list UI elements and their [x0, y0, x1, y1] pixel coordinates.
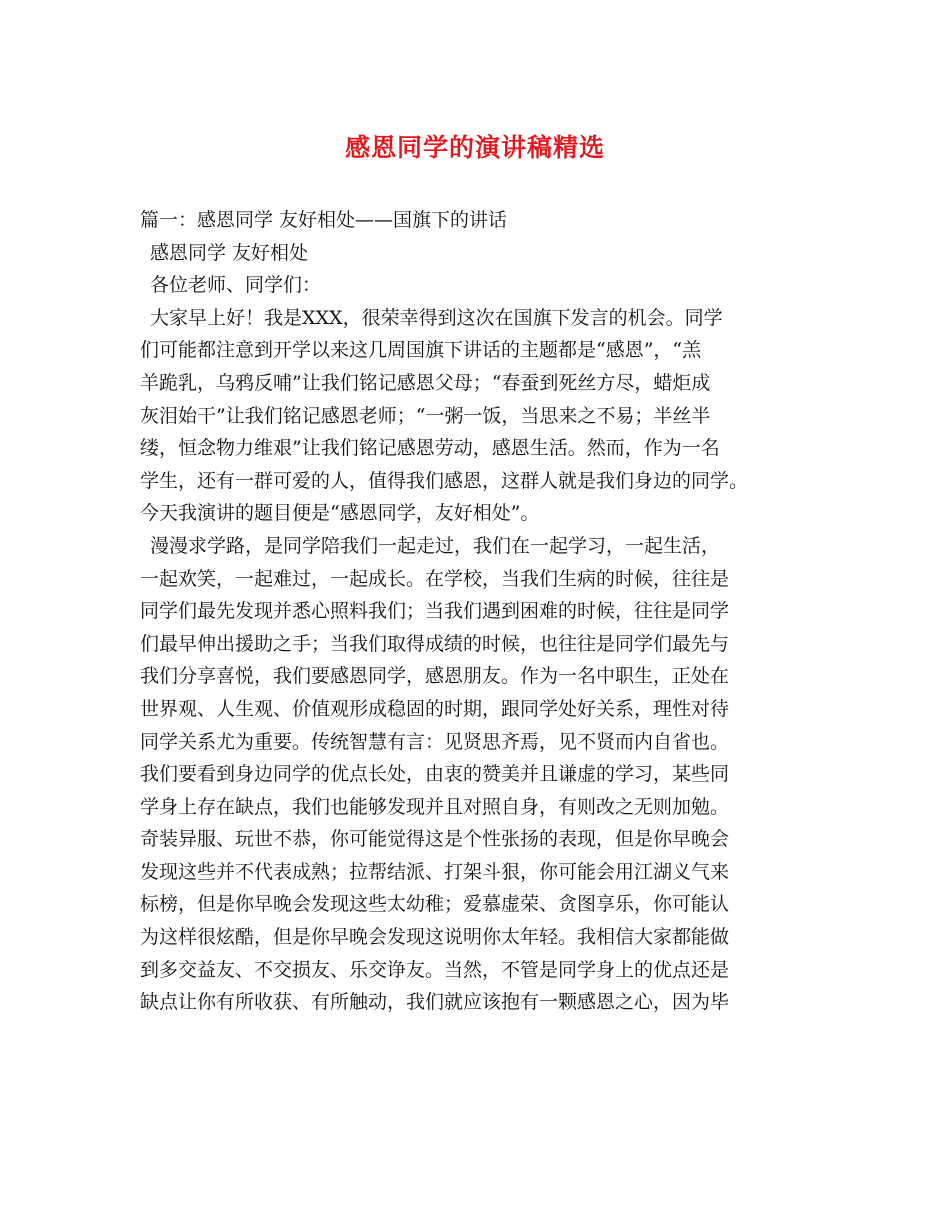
text-line: 大家早上好！我是XXX，很荣幸得到这次在国旗下发言的机会。同学	[150, 306, 723, 329]
text-line: 一起欢笑，一起难过，一起成长。在学校，当我们生病的时候，往往是	[140, 567, 730, 590]
text-line: 缺点让你有所收获、有所触动，我们就应该抱有一颗感恩之心，因为毕	[140, 991, 730, 1014]
text-line: 学生，还有一群可爱的人，值得我们感恩，这群人就是我们身边的同学。	[140, 469, 749, 492]
text-line: 世界观、人生观、价值观形成稳固的时期，跟同学处好关系，理性对待	[140, 697, 730, 720]
text-line: 我们分享喜悦，我们要感恩同学，感恩朋友。作为一名中职生，正处在	[140, 665, 730, 688]
text-line: 到多交益友、不交损友、乐交诤友。当然，不管是同学身上的优点还是	[140, 958, 730, 981]
text-line: 同学们最先发现并悉心照料我们；当我们遇到困难的时候，往往是同学	[140, 600, 730, 623]
text-line: 漫漫求学路，是同学陪我们一起走过，我们在一起学习，一起生活，	[150, 534, 721, 557]
text-line: 感恩同学 友好相处	[150, 241, 309, 264]
text-line: 发现这些并不代表成熟；拉帮结派、打架斗狠，你可能会用江湖义气来	[140, 860, 730, 883]
text-line: 们可能都注意到开学以来这几周国旗下讲话的主题都是“感恩”，“羔	[140, 339, 702, 362]
text-line: 们最早伸出援助之手；当我们取得成绩的时候，也往往是同学们最先与	[140, 632, 730, 655]
text-line: 各位老师、同学们：	[150, 274, 322, 297]
text-line: 同学关系尤为重要。传统智慧有言：见贤思齐焉，见不贤而内自省也。	[140, 730, 730, 753]
text-line: 羊跪乳，乌鸦反哺”让我们铭记感恩父母；“春蚕到死丝方尽，蜡炬成	[140, 371, 711, 394]
text-line: 学身上存在缺点，我们也能够发现并且对照自身，有则改之无则加勉。	[140, 795, 730, 818]
text-line: 为这样很炫酷，但是你早晚会发现这说明你太年轻。我相信大家都能做	[140, 926, 730, 949]
document-title: 感恩同学的演讲稿精选	[344, 133, 605, 162]
text-line: 缕，恒念物力维艰”让我们铭记感恩劳动，感恩生活。然而，作为一名	[140, 437, 720, 460]
text-line: 灰泪始干”让我们铭记感恩老师；“一粥一饭，当思来之不易；半丝半	[140, 404, 711, 427]
text-line: 标榜，但是你早晚会发现这些太幼稚；爱慕虚荣、贪图享乐，你可能认	[140, 893, 730, 916]
text-line: 我们要看到身边同学的优点长处，由衷的赞美并且谦虚的学习，某些同	[140, 763, 730, 786]
text-line: 今天我演讲的题目便是“感恩同学，友好相处”。	[140, 502, 540, 525]
text-line: 篇一：感恩同学 友好相处——国旗下的讲话	[140, 209, 508, 231]
document-body	[140, 204, 830, 1019]
text-line: 奇装异服、玩世不恭，你可能觉得这是个性张扬的表现，但是你早晚会	[140, 828, 730, 851]
